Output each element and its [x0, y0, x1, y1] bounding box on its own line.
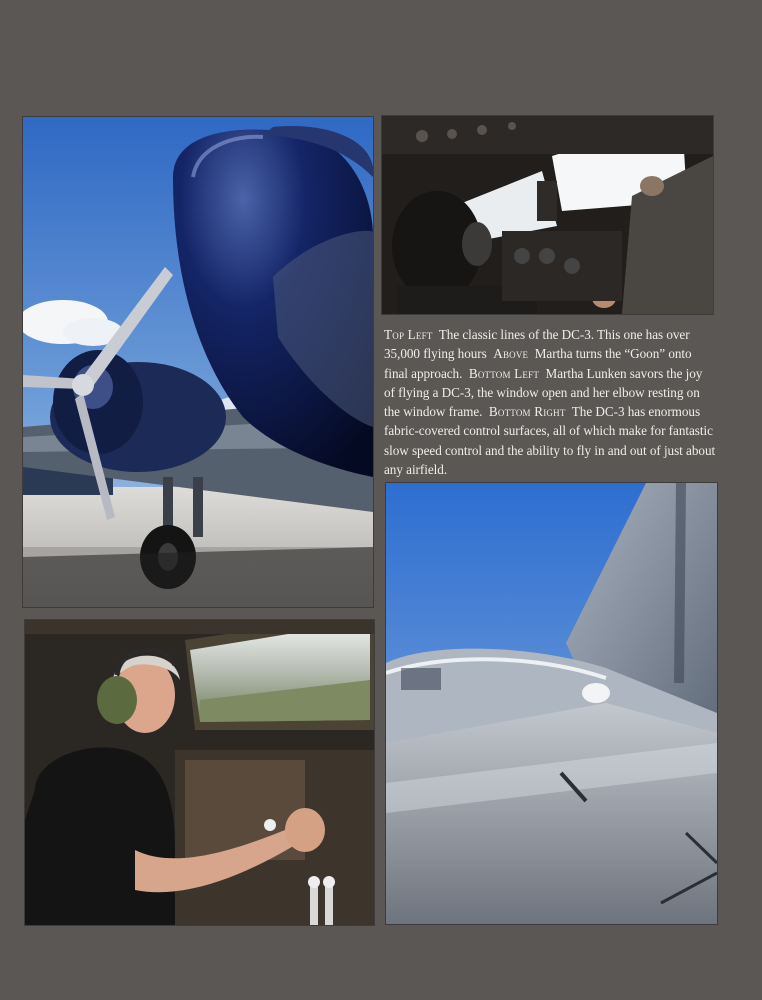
caption-text-bottom-right: The DC-3 has enormous fabric-covered control surfaces, all of which make for fantastic slow speed control and the ability to fly in and out of just about any airfield. — [384, 404, 716, 478]
photo-caption — [384, 325, 716, 479]
caption-text-above: Martha turns the “Goon” onto final approach. — [384, 346, 692, 381]
cockpit-final-approach-photo — [381, 115, 714, 315]
pilot-in-cockpit-photo — [24, 619, 375, 926]
caption-label-bottom-left: Bottom Left — [468, 365, 540, 381]
dc3-tail-and-wing-photo — [385, 482, 718, 925]
caption-label-bottom-right: Bottom Right — [488, 404, 566, 420]
dc3-nose-propeller-photo — [22, 116, 374, 608]
caption-label-above: Above — [493, 346, 529, 362]
caption-label-top-left: Top Left — [384, 327, 433, 342]
caption-text-top-left: The classic lines of the DC-3. This one has over 35,000 flying hours — [384, 327, 690, 362]
caption-text-bottom-left: Martha Lunken savors the joy of flying a DC-3, the window open and her elbow resting on the window frame. — [384, 365, 703, 420]
